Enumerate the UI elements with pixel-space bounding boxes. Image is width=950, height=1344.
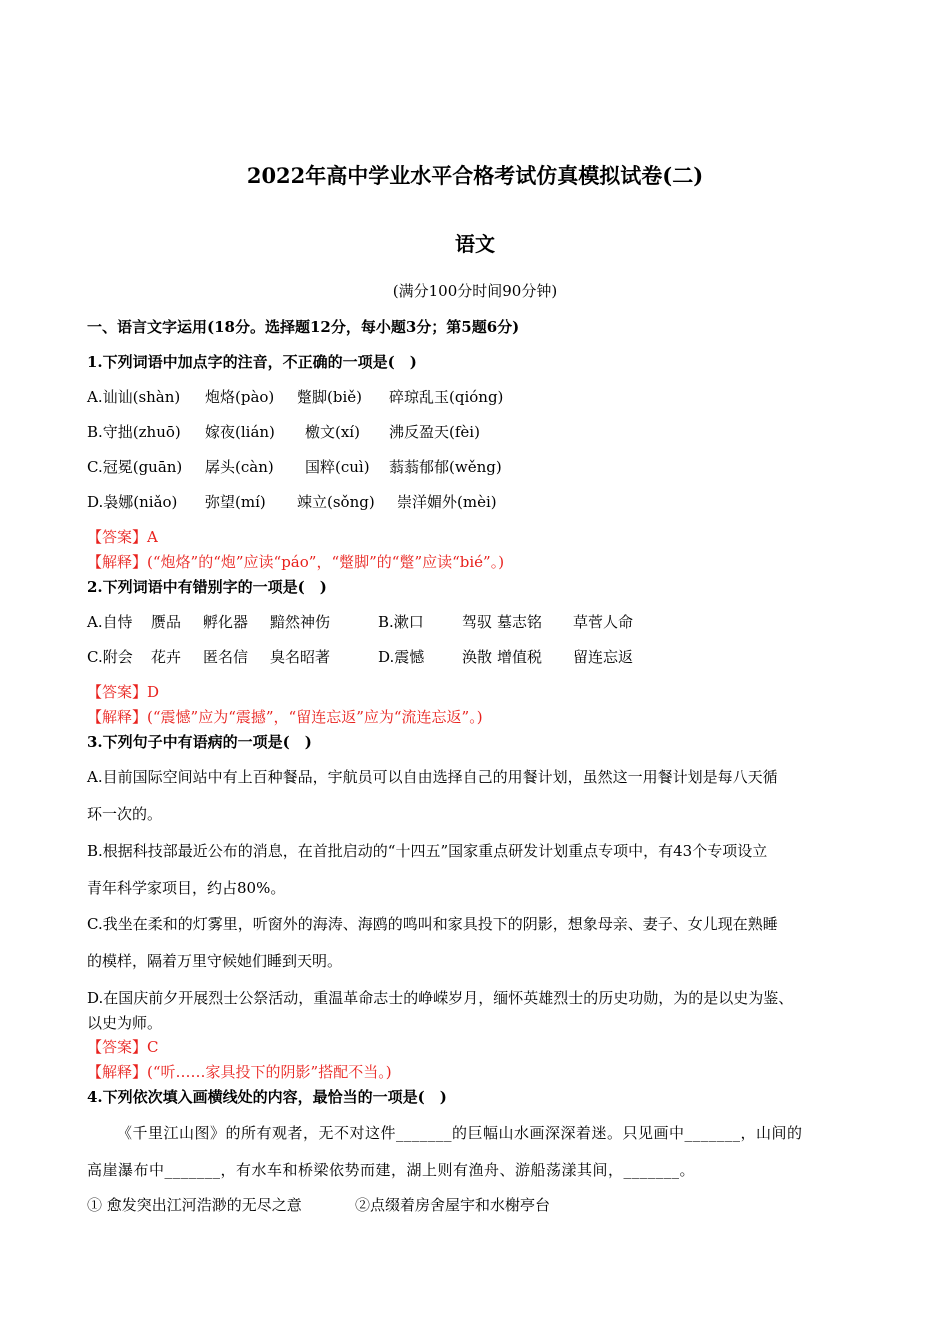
q3-option-b-line2: 青年科学家项目，约占80%。 [87, 879, 286, 897]
q3-option-c-line1: C.我坐在柔和的灯雾里，听窗外的海涛、海鸥的鸣叫和家具投下的阴影，想象母亲、妻子、女儿现在熟睡 [87, 915, 778, 933]
q1-stem: 1.下列词语中加点字的注音，不正确的一项是( ) [87, 353, 417, 371]
score-time-note: (满分100分时间90分钟) [392, 282, 558, 300]
q3-option-d-line2: 以史为师。 [87, 1014, 163, 1032]
q4-stem: 4.下列依次填入画横线处的内容，最恰当的一项是( ) [87, 1088, 447, 1106]
q1-option-b: B.守拙(zhuō) 嫁夜(lián) 檄文(xí) 沸反盈天(fèi) [87, 423, 480, 441]
page-title: 2022年高中学业水平合格考试仿真模拟试卷(二) [246, 163, 704, 188]
q4-choices: ① 愈发突出江河浩渺的无尽之意 ②点缀着房舍屋宇和水榭亭台 [87, 1196, 551, 1214]
q3-option-b-line1: B.根据科技部最近公布的消息，在首批启动的“十四五”国家重点研发计划重点专项中，有43个专项设立 [87, 842, 768, 860]
q3-explanation: 【解释】(“听……家具投下的阴影”搭配不当。) [87, 1063, 392, 1081]
q1-option-d: D.袅娜(niǎo) 弥望(mí) 竦立(sǒng) 崇洋媚外(mèi) [87, 493, 497, 511]
q1-option-c: C.冠冕(guān) 孱头(càn) 国粹(cuì) 蓊蓊郁郁(wěng) [87, 458, 502, 476]
q4-passage-line1: 《千里江山图》的所有观者，无不对这件_______的巨幅山水画深深着迷。只见画中_______，山间的 [117, 1124, 803, 1142]
q1-explanation: 【解释】(“炮烙”的“炮”应读“páo”，“蹩脚”的“蹩”应读“bié”。) [87, 553, 505, 571]
q2-explanation: 【解释】(“震憾”应为“震撼”，“留连忘返”应为“流连忘返”。) [87, 708, 483, 726]
q3-option-c-line2: 的模样，隔着万里守候她们睡到天明。 [87, 952, 343, 970]
q3-option-d-line1: D.在国庆前夕开展烈士公祭活动，重温革命志士的峥嵘岁月，缅怀英雄烈士的历史功勋，为的是以史为鉴、 [87, 989, 794, 1007]
q3-answer: 【答案】C [87, 1038, 159, 1056]
q3-option-a-line1: A.目前国际空间站中有上百种餐品，宇航员可以自由选择自己的用餐计划，虽然这一用餐计划是每八天循 [87, 768, 778, 786]
q2-options-cd: C.附会 花卉 匿名信 臭名昭著 D.震憾 涣散 增值税 留连忘返 [87, 648, 634, 666]
q3-option-a-line2: 环一次的。 [87, 805, 163, 823]
section-heading: 一、语言文字运用(18分。选择题12分，每小题3分；第5题6分) [87, 318, 520, 336]
q2-options-ab: A.自恃 赝品 孵化器 黯然神伤 B.漱口 驾驭 墓志铭 草菅人命 [87, 613, 634, 631]
q1-answer: 【答案】A [87, 528, 158, 546]
subject-title: 语文 [455, 232, 495, 256]
q3-stem: 3.下列句子中有语病的一项是( ) [87, 733, 312, 751]
q4-passage-line2: 高崖瀑布中_______，有水车和桥梁依势而建，湖上则有渔舟、游船荡漾其间，_______。 [87, 1161, 696, 1179]
q2-stem: 2.下列词语中有错别字的一项是( ) [87, 578, 327, 596]
q1-option-a: A.讪讪(shàn) 炮烙(pào) 蹩脚(biě) 碎琼乱玉(qióng) [87, 388, 504, 406]
q2-answer: 【答案】D [87, 683, 160, 701]
